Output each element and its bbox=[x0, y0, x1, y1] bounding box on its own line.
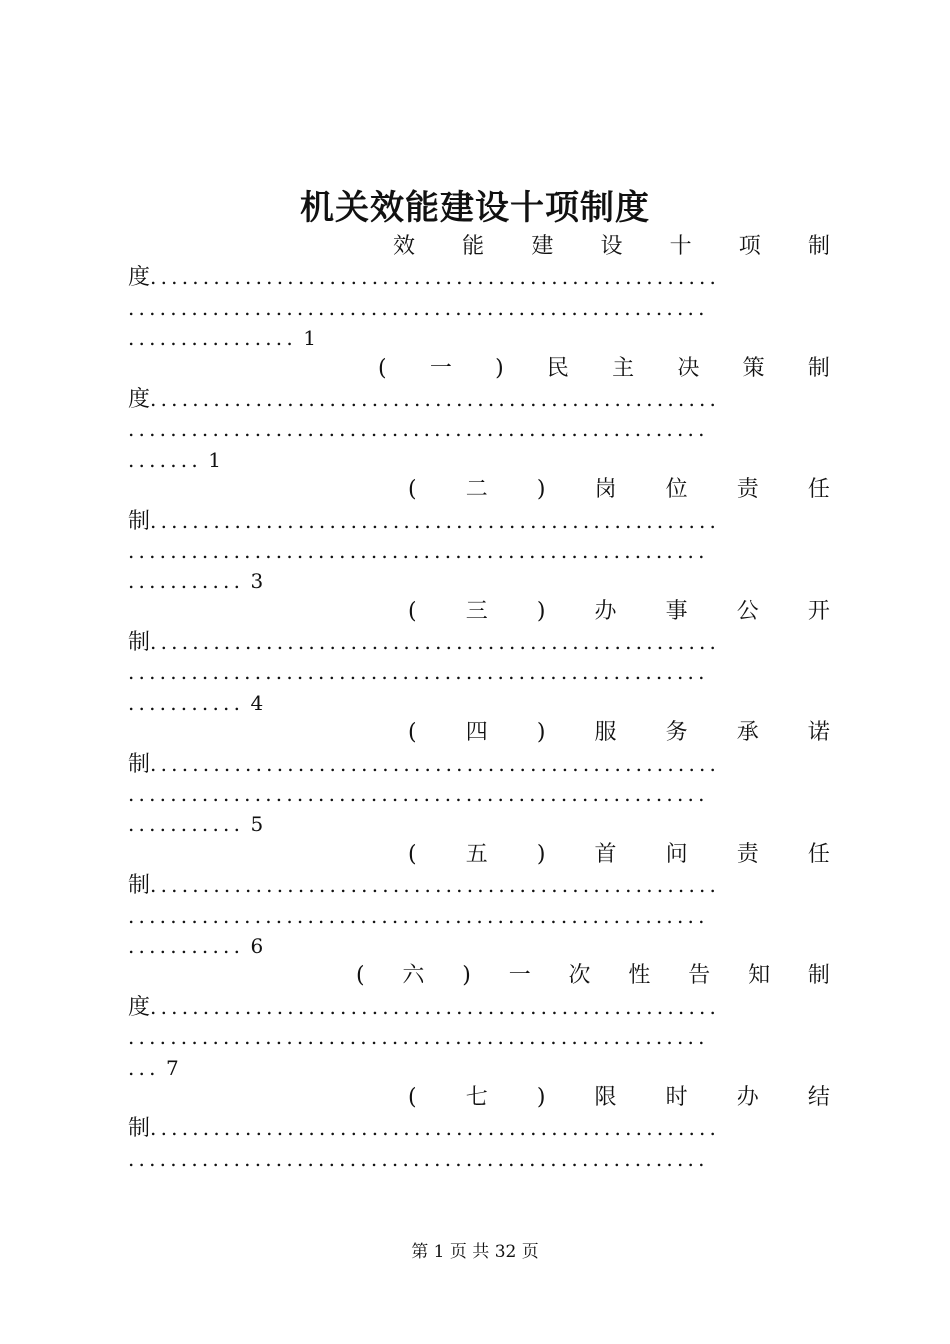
toc-entry[interactable] bbox=[128, 840, 830, 962]
toc-page-line bbox=[128, 323, 830, 353]
toc-page-line bbox=[128, 566, 830, 596]
toc-heading-tail: 制 bbox=[128, 630, 151, 656]
toc-heading-char: ( bbox=[408, 720, 417, 746]
leader-dots: ...................................................... bbox=[150, 1116, 721, 1141]
toc-heading-char: 结 bbox=[807, 1084, 830, 1110]
toc-heading bbox=[408, 840, 830, 870]
leader-dots: ....................................................... bbox=[128, 295, 709, 320]
toc-page-number: 1 bbox=[201, 447, 221, 472]
toc-page-number: 6 bbox=[244, 933, 264, 958]
toc-page-number: 3 bbox=[244, 569, 264, 594]
leader-dots: ...................................................... bbox=[150, 508, 721, 533]
leader-dots: ...................................................... bbox=[150, 873, 721, 898]
toc-heading-char: 告 bbox=[688, 963, 711, 989]
toc-leader-line bbox=[128, 870, 830, 900]
leader-dots: ....................................................... bbox=[128, 417, 709, 442]
toc-heading-char: 制 bbox=[807, 234, 830, 259]
leader-dots: ....................................................... bbox=[128, 1146, 709, 1171]
toc-heading-char: ) bbox=[536, 720, 546, 746]
toc-heading-char: 承 bbox=[736, 720, 759, 746]
toc-entry[interactable] bbox=[128, 354, 830, 476]
toc-leader-line bbox=[128, 414, 830, 444]
leader-dots: ........... bbox=[128, 690, 245, 715]
leader-dots: ...................................................... bbox=[150, 994, 721, 1019]
toc-heading-tail: 度 bbox=[128, 994, 151, 1020]
toc-heading-char: 四 bbox=[465, 720, 488, 746]
toc-leader-line bbox=[128, 749, 830, 779]
toc-heading-char: ( bbox=[408, 841, 417, 867]
toc-page-number: 5 bbox=[244, 812, 264, 837]
table-of-contents bbox=[128, 232, 830, 1174]
toc-entry[interactable] bbox=[128, 475, 830, 597]
toc-page-line bbox=[128, 931, 830, 961]
toc-heading-char: 效 bbox=[393, 234, 416, 259]
toc-heading-char: 公 bbox=[736, 598, 759, 624]
toc-heading bbox=[408, 718, 830, 748]
toc-heading-char: 限 bbox=[594, 1084, 617, 1110]
toc-heading-tail: 度 bbox=[128, 265, 151, 291]
toc-page-number: 4 bbox=[244, 690, 264, 715]
toc-heading-char: 项 bbox=[738, 234, 761, 259]
toc-heading-char: 五 bbox=[465, 841, 488, 867]
toc-heading-char: 次 bbox=[568, 963, 591, 989]
leader-dots: ....................................................... bbox=[128, 903, 709, 928]
leader-dots: ...................................................... bbox=[150, 386, 721, 411]
toc-heading-char: 策 bbox=[742, 355, 765, 381]
toc-heading-char: 问 bbox=[665, 841, 688, 867]
toc-heading-char: 知 bbox=[748, 963, 771, 989]
toc-heading-char: 事 bbox=[665, 598, 688, 624]
toc-page-line bbox=[128, 1053, 830, 1083]
toc-heading-tail: 制 bbox=[128, 751, 151, 777]
toc-heading bbox=[408, 475, 830, 505]
toc-heading-char: 建 bbox=[531, 234, 554, 259]
toc-leader-line bbox=[128, 506, 830, 536]
toc-heading-char: 责 bbox=[736, 841, 759, 867]
toc-entry[interactable] bbox=[128, 718, 830, 840]
toc-heading-tail: 制 bbox=[128, 508, 151, 534]
toc-leader-line bbox=[128, 1022, 830, 1052]
toc-heading-char: 一 bbox=[508, 963, 531, 989]
toc-page-line bbox=[128, 445, 830, 475]
toc-heading-char: 民 bbox=[546, 355, 569, 381]
toc-entry[interactable] bbox=[128, 232, 830, 354]
toc-heading-char: 决 bbox=[677, 355, 700, 381]
toc-leader-line bbox=[128, 657, 830, 687]
toc-heading-char: ) bbox=[536, 841, 546, 867]
toc-heading-char: 时 bbox=[665, 1084, 688, 1110]
leader-dots: ....... bbox=[128, 447, 202, 472]
toc-entry[interactable] bbox=[128, 597, 830, 719]
toc-heading-char: 十 bbox=[669, 234, 692, 259]
toc-heading bbox=[393, 232, 830, 262]
leader-dots: ... bbox=[128, 1055, 160, 1080]
toc-heading-char: 二 bbox=[465, 477, 488, 503]
toc-heading-char: 责 bbox=[736, 477, 759, 503]
toc-heading-char: 务 bbox=[665, 720, 688, 746]
toc-heading bbox=[408, 597, 830, 627]
leader-dots: ...................................................... bbox=[150, 265, 721, 290]
toc-leader-line bbox=[128, 262, 830, 292]
leader-dots: ........... bbox=[128, 569, 245, 594]
toc-page-number: 1 bbox=[296, 326, 317, 351]
toc-heading-char: 一 bbox=[429, 355, 452, 381]
toc-heading-char: ) bbox=[495, 355, 504, 381]
toc-heading-char: 办 bbox=[594, 598, 617, 624]
leader-dots: ....................................................... bbox=[128, 1025, 709, 1050]
leader-dots: ....................................................... bbox=[128, 538, 709, 563]
toc-heading-tail: 制 bbox=[128, 873, 151, 899]
toc-heading bbox=[356, 961, 830, 991]
toc-heading-char: ( bbox=[378, 355, 387, 381]
toc-heading-char: 位 bbox=[665, 477, 688, 503]
toc-page-line bbox=[128, 809, 830, 839]
toc-leader-line bbox=[128, 779, 830, 809]
page-footer: 第 1 页 共 32 页 bbox=[411, 1242, 539, 1262]
toc-heading-char: ) bbox=[462, 963, 471, 989]
toc-heading-char: 主 bbox=[612, 355, 635, 381]
toc-heading-char: 任 bbox=[807, 477, 830, 503]
leader-dots: ................ bbox=[128, 326, 297, 351]
leader-dots: ........... bbox=[128, 812, 245, 837]
toc-heading-char: 性 bbox=[628, 963, 651, 989]
toc-heading-char: 六 bbox=[402, 963, 425, 989]
toc-heading bbox=[378, 354, 830, 384]
toc-heading-tail: 制 bbox=[128, 1116, 151, 1142]
toc-heading-char: 制 bbox=[807, 355, 830, 381]
toc-heading-char: 办 bbox=[736, 1084, 759, 1110]
toc-entry[interactable] bbox=[128, 1083, 830, 1174]
toc-heading-char: 诺 bbox=[807, 720, 830, 746]
toc-leader-line bbox=[128, 536, 830, 566]
toc-heading-char: ( bbox=[408, 477, 417, 503]
toc-leader-line bbox=[128, 992, 830, 1022]
toc-heading-char: ) bbox=[536, 598, 546, 624]
toc-heading-char: ( bbox=[356, 963, 365, 989]
toc-heading-char: 制 bbox=[807, 963, 830, 989]
toc-heading-char: 任 bbox=[807, 841, 830, 867]
toc-leader-line bbox=[128, 293, 830, 323]
toc-page-line bbox=[128, 688, 830, 718]
toc-heading-char: 首 bbox=[594, 841, 617, 867]
toc-leader-line bbox=[128, 901, 830, 931]
toc-heading-char: ) bbox=[536, 1084, 546, 1110]
toc-heading-char: 七 bbox=[465, 1084, 488, 1110]
toc-leader-line bbox=[128, 384, 830, 414]
leader-dots: ...................................................... bbox=[150, 630, 721, 655]
toc-heading-tail: 度 bbox=[128, 386, 151, 412]
toc-entry[interactable] bbox=[128, 961, 830, 1083]
toc-heading-char: ) bbox=[536, 477, 546, 503]
leader-dots: ....................................................... bbox=[128, 660, 709, 685]
toc-leader-line bbox=[128, 1113, 830, 1143]
toc-heading-char: 岗 bbox=[594, 477, 617, 503]
toc-heading-char: ( bbox=[408, 1084, 417, 1110]
toc-heading bbox=[408, 1083, 830, 1113]
toc-heading-char: ( bbox=[408, 598, 417, 624]
leader-dots: ...................................................... bbox=[150, 751, 721, 776]
toc-heading-char: 能 bbox=[462, 234, 485, 259]
leader-dots: ........... bbox=[128, 933, 245, 958]
toc-heading-char: 服 bbox=[594, 720, 617, 746]
toc-heading-char: 设 bbox=[600, 234, 623, 259]
toc-heading-char: 开 bbox=[807, 598, 830, 624]
toc-leader-line bbox=[128, 1144, 830, 1174]
leader-dots: ....................................................... bbox=[128, 782, 709, 807]
toc-leader-line bbox=[128, 627, 830, 657]
toc-heading-char: 三 bbox=[465, 598, 488, 624]
document-title: 机关效能建设十项制度 bbox=[300, 188, 650, 228]
toc-page-number: 7 bbox=[159, 1055, 179, 1080]
